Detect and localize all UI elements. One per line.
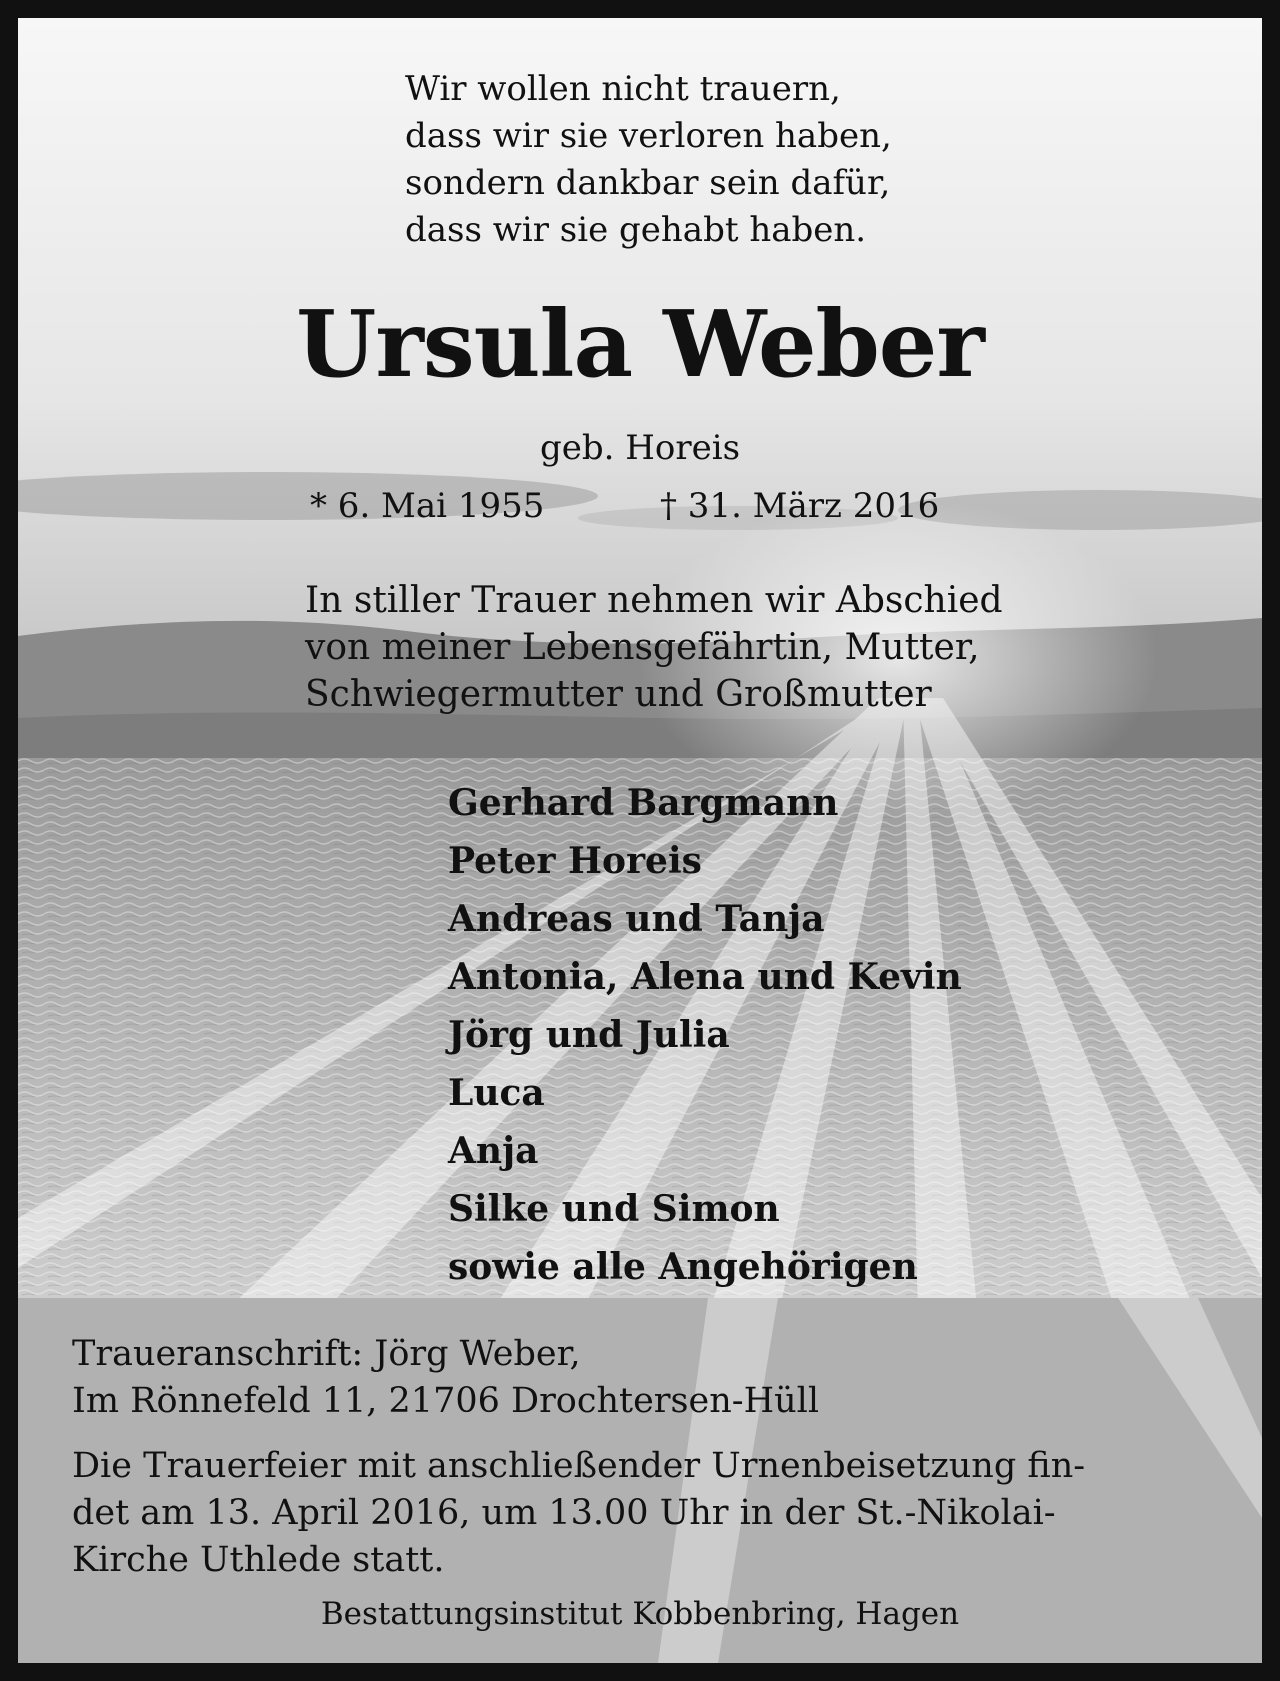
birth-date: * 6. Mai 1955 [310, 486, 545, 526]
poem-line: sondern dankbar sein dafür, [405, 163, 891, 203]
poem [405, 66, 892, 254]
poem-line: dass wir sie verloren haben, [405, 116, 892, 156]
address-line: Im Rönnefeld 11, 21706 Drochtersen-Hüll [72, 1381, 820, 1421]
ceremony-line: Die Trauerfeier mit anschließender Urnenbeisetzung fin- [72, 1446, 1086, 1486]
farewell-line: von meiner Lebensgefährtin, Mutter, [305, 627, 980, 668]
farewell-line: In stiller Trauer nehmen wir Abschied [305, 580, 1003, 621]
mourner-name: Andreas und Tanja [448, 898, 825, 940]
mourner-name: Antonia, Alena und Kevin [448, 956, 962, 998]
farewell-text [305, 577, 1003, 718]
mourner-name: Peter Horeis [448, 840, 702, 882]
farewell-line: Schwiegermutter und Großmutter [305, 674, 932, 715]
deceased-name: Ursula Weber [296, 290, 984, 398]
mourner-name: Gerhard Bargmann [448, 782, 839, 824]
poem-line: Wir wollen nicht trauern, [405, 69, 841, 109]
mourner-name: sowie alle Angehörigen [448, 1246, 918, 1288]
mourners-list [448, 774, 962, 1296]
ceremony-info [72, 1443, 1222, 1584]
address-line: Traueranschrift: Jörg Weber, [72, 1334, 581, 1374]
mourning-address [72, 1331, 819, 1425]
ceremony-line: Kirche Uthlede statt. [72, 1540, 445, 1580]
mourner-name: Luca [448, 1072, 545, 1114]
undertaker-credit: Bestattungsinstitut Kobbenbring, Hagen [320, 1596, 960, 1632]
death-date: † 31. März 2016 [660, 486, 940, 526]
ceremony-line: det am 13. April 2016, um 13.00 Uhr in der St.-Nikolai- [72, 1493, 1056, 1533]
birth-name: geb. Horeis [539, 428, 741, 468]
poem-line: dass wir sie gehabt haben. [405, 210, 867, 250]
mourner-name: Silke und Simon [448, 1188, 780, 1230]
mourner-name: Jörg und Julia [448, 1014, 730, 1056]
mourner-name: Anja [448, 1130, 539, 1172]
